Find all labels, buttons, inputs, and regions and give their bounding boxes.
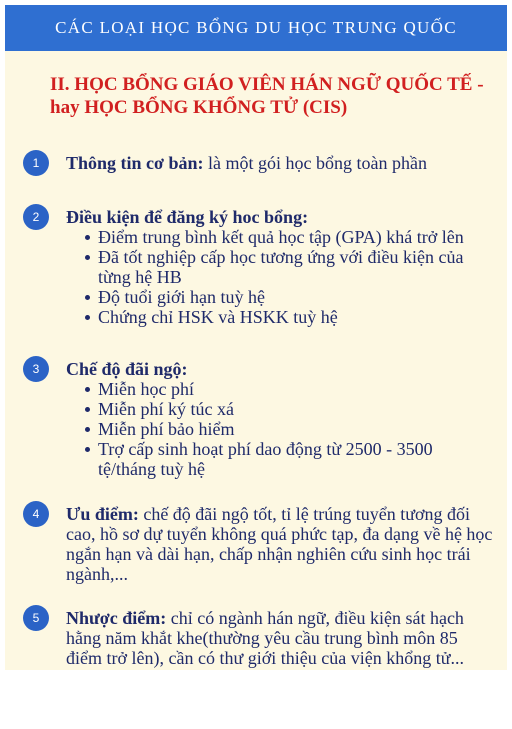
section-1 bbox=[23, 150, 493, 173]
section-body bbox=[66, 605, 493, 668]
section-text: là một gói học bổng toàn phần bbox=[203, 153, 427, 173]
section-heading bbox=[50, 73, 490, 119]
list-item: Chứng chỉ HSK và HSKK tuỳ hệ bbox=[98, 307, 493, 327]
heading-line-1: II. HỌC BỔNG GIÁO VIÊN HÁN NGỮ QUỐC TẾ - bbox=[50, 74, 484, 95]
section-label: Thông tin cơ bản: bbox=[66, 153, 204, 173]
slide-card bbox=[5, 5, 507, 670]
section-text: chỉ có ngành hán ngữ, điều kiện sát hạch hằng năm khắt khe(thường yêu cầu trung bình môn 85 điểm trở lên), cần có thư giới thiệu của viện khổng tử... bbox=[66, 608, 464, 668]
banner-title: CÁC LOẠI HỌC BỔNG DU HỌC TRUNG QUỐC bbox=[55, 18, 457, 37]
section-text: chế độ đãi ngộ tốt, tỉ lệ trúng tuyển tương đối cao, hồ sơ dự tuyển không quá phức tạp, đa dạng về hệ học ngắn hạn và dài hạn, chấp nhận nghiên cứu sinh học trái ngành,... bbox=[66, 504, 493, 584]
number-badge: 2 bbox=[23, 204, 49, 230]
list-item: Trợ cấp sinh hoạt phí dao động từ 2500 - 3500 tệ/tháng tuỳ hệ bbox=[98, 439, 493, 479]
list-item: Miễn học phí bbox=[98, 379, 493, 399]
number-badge: 5 bbox=[23, 605, 49, 631]
list-item: Miễn phí bảo hiểm bbox=[98, 419, 493, 439]
list-item: Độ tuổi giới hạn tuỳ hệ bbox=[98, 287, 493, 307]
section-5 bbox=[23, 605, 493, 668]
section-label: Nhược điểm: bbox=[66, 608, 167, 628]
list-item: Điểm trung bình kết quả học tập (GPA) khá trở lên bbox=[98, 227, 493, 247]
bullet-list bbox=[66, 379, 493, 479]
number-badge: 4 bbox=[23, 501, 49, 527]
banner bbox=[5, 5, 507, 51]
number-badge: 1 bbox=[23, 150, 49, 176]
section-body bbox=[66, 356, 493, 479]
section-2 bbox=[23, 204, 493, 327]
section-label: Chế độ đãi ngộ: bbox=[66, 359, 188, 379]
section-label: Ưu điểm: bbox=[66, 504, 139, 524]
section-3 bbox=[23, 356, 493, 479]
section-body bbox=[66, 501, 493, 584]
section-label: Điều kiện để đăng ký hoc bổng: bbox=[66, 207, 309, 227]
section-4 bbox=[23, 501, 493, 584]
section-body bbox=[66, 150, 493, 173]
list-item: Đã tốt nghiệp cấp học tương ứng với điều kiện của từng hệ HB bbox=[98, 247, 493, 287]
heading-line-2: hay HỌC BỔNG KHỔNG TỬ (CIS) bbox=[50, 97, 348, 118]
list-item: Miễn phí ký túc xá bbox=[98, 399, 493, 419]
bullet-list bbox=[66, 227, 493, 327]
number-badge: 3 bbox=[23, 356, 49, 382]
section-body bbox=[66, 204, 493, 327]
